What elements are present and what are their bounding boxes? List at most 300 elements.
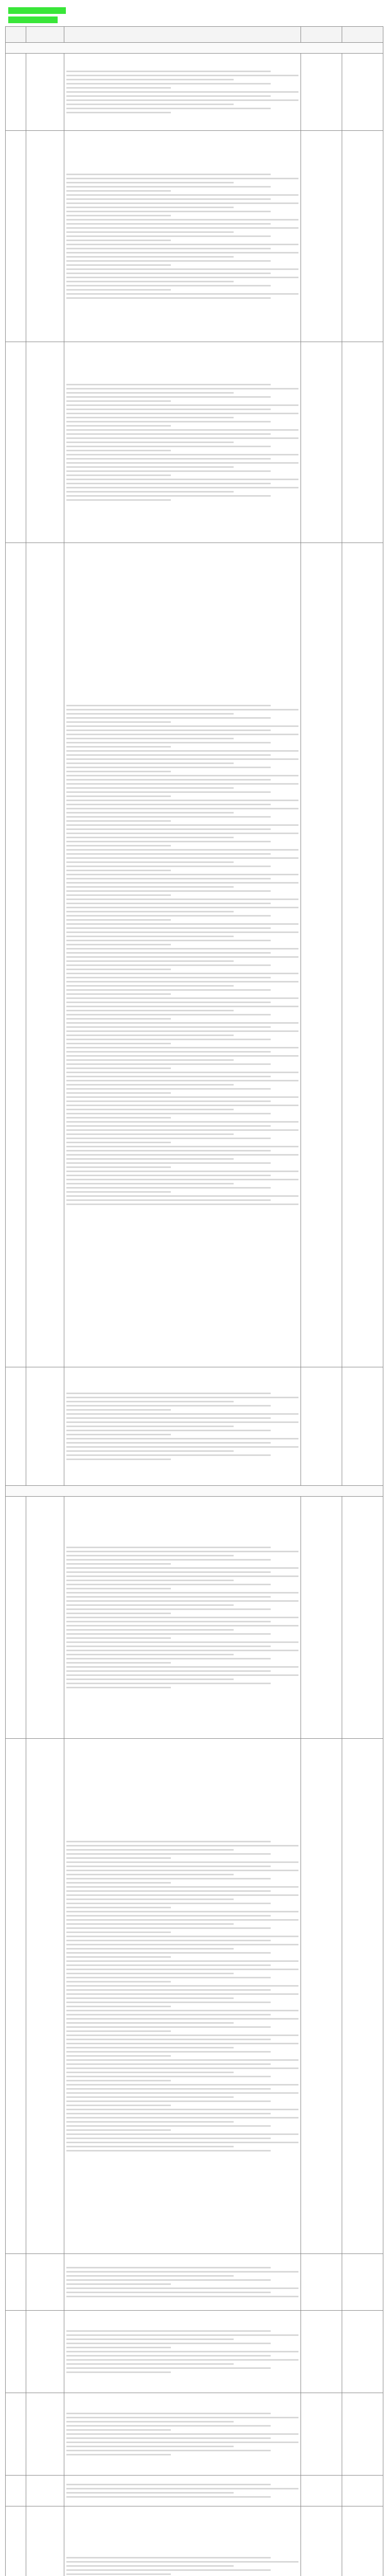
text-placeholder-line bbox=[66, 804, 271, 805]
text-placeholder-line bbox=[66, 2035, 298, 2036]
text-placeholder-line bbox=[66, 828, 271, 830]
item-spec bbox=[64, 2254, 301, 2311]
text-placeholder-line bbox=[66, 800, 298, 801]
text-placeholder-line bbox=[66, 1183, 234, 1184]
text-placeholder-line bbox=[66, 931, 298, 933]
text-placeholder-line bbox=[66, 2283, 171, 2285]
text-placeholder-line bbox=[66, 2076, 271, 2077]
text-placeholder-line bbox=[66, 981, 298, 982]
text-placeholder-line bbox=[66, 861, 234, 863]
item-spec bbox=[64, 2393, 301, 2476]
text-placeholder-line bbox=[66, 285, 271, 286]
text-placeholder-line bbox=[66, 837, 234, 838]
text-placeholder-line bbox=[66, 2351, 298, 2352]
text-placeholder-line bbox=[66, 1405, 271, 1406]
text-placeholder-line bbox=[66, 1948, 234, 1950]
text-placeholder-line bbox=[66, 1555, 234, 1556]
text-placeholder-line bbox=[66, 1063, 271, 1065]
text-placeholder-line bbox=[66, 2055, 171, 2057]
text-placeholder-line bbox=[66, 1039, 271, 1040]
text-placeholder-line bbox=[66, 812, 234, 814]
text-placeholder-line bbox=[66, 1857, 171, 1859]
text-placeholder-lines bbox=[66, 2413, 298, 2455]
text-placeholder-line bbox=[66, 474, 171, 476]
text-placeholder-line bbox=[66, 2492, 234, 2494]
text-placeholder-line bbox=[66, 87, 171, 89]
text-placeholder-line bbox=[66, 1584, 271, 1585]
text-placeholder-line bbox=[66, 1430, 271, 1431]
text-placeholder-line bbox=[66, 2334, 298, 2336]
text-placeholder-line bbox=[66, 2417, 298, 2418]
text-placeholder-line bbox=[66, 1853, 271, 1855]
text-placeholder-line bbox=[66, 442, 234, 443]
text-placeholder-line bbox=[66, 787, 234, 789]
text-placeholder-line bbox=[66, 112, 171, 113]
text-placeholder-line bbox=[66, 1969, 298, 1970]
text-placeholder-line bbox=[66, 1129, 298, 1131]
text-placeholder-line bbox=[66, 1204, 298, 1205]
item-spec bbox=[64, 2476, 301, 2506]
text-placeholder-line bbox=[66, 816, 271, 818]
text-placeholder-line bbox=[66, 1547, 271, 1548]
item-unit bbox=[301, 342, 342, 543]
text-placeholder-line bbox=[66, 1072, 298, 1073]
text-placeholder-line bbox=[66, 2125, 271, 2127]
item-name bbox=[26, 2254, 64, 2311]
text-placeholder-line bbox=[66, 2488, 298, 2489]
item-unit bbox=[301, 54, 342, 131]
text-placeholder-line bbox=[66, 1166, 171, 1168]
text-placeholder-line bbox=[66, 2287, 298, 2289]
text-placeholder-line bbox=[66, 1175, 271, 1176]
text-placeholder-line bbox=[66, 977, 271, 978]
text-placeholder-line bbox=[66, 1146, 298, 1147]
item-name bbox=[26, 342, 64, 543]
text-placeholder-line bbox=[66, 202, 298, 204]
item-quantity bbox=[342, 2506, 383, 2576]
item-name bbox=[26, 2393, 64, 2476]
row-number bbox=[6, 1367, 26, 1486]
text-placeholder-line bbox=[66, 1421, 298, 1423]
section-title bbox=[6, 43, 383, 54]
text-placeholder-line bbox=[66, 396, 271, 398]
text-placeholder-line bbox=[66, 882, 298, 884]
text-placeholder-line bbox=[66, 721, 171, 723]
text-placeholder-line bbox=[66, 1084, 234, 1086]
text-placeholder-line bbox=[66, 878, 271, 879]
text-placeholder-line bbox=[66, 1964, 271, 1966]
text-placeholder-line bbox=[66, 1133, 234, 1135]
text-placeholder-line bbox=[66, 1092, 171, 1094]
text-placeholder-line bbox=[66, 2059, 298, 2061]
text-placeholder-line bbox=[66, 969, 171, 970]
text-placeholder-line bbox=[66, 2413, 271, 2414]
text-placeholder-line bbox=[66, 388, 298, 389]
item-unit bbox=[301, 1367, 342, 1486]
text-placeholder-line bbox=[66, 1985, 298, 1987]
text-placeholder-line bbox=[66, 421, 271, 422]
text-placeholder-line bbox=[66, 104, 234, 105]
text-placeholder-line bbox=[66, 1088, 271, 1090]
row-number bbox=[6, 54, 26, 131]
text-placeholder-line bbox=[66, 1580, 234, 1581]
item-spec bbox=[64, 1739, 301, 2254]
text-placeholder-line bbox=[66, 2433, 298, 2435]
row-number bbox=[6, 131, 26, 342]
text-placeholder-line bbox=[66, 956, 298, 958]
text-placeholder-line bbox=[66, 446, 271, 447]
text-placeholder-line bbox=[66, 1641, 298, 1643]
text-placeholder-line bbox=[66, 409, 271, 410]
text-placeholder-line bbox=[66, 487, 298, 488]
text-placeholder-line bbox=[66, 1142, 171, 1143]
text-placeholder-line bbox=[66, 911, 234, 912]
text-placeholder-line bbox=[66, 1030, 298, 1032]
text-placeholder-line bbox=[66, 1841, 271, 1842]
text-placeholder-line bbox=[66, 252, 298, 253]
text-placeholder-line bbox=[66, 1162, 271, 1164]
text-placeholder-lines bbox=[66, 1841, 298, 2151]
text-placeholder-line bbox=[66, 83, 271, 84]
text-placeholder-line bbox=[66, 791, 271, 793]
text-placeholder-lines bbox=[66, 384, 298, 501]
text-placeholder-line bbox=[66, 1035, 234, 1036]
text-placeholder-line bbox=[66, 1571, 271, 1573]
text-placeholder-line bbox=[66, 985, 234, 987]
text-placeholder-line bbox=[66, 853, 271, 855]
text-placeholder-line bbox=[66, 256, 234, 258]
item-quantity bbox=[342, 342, 383, 543]
text-placeholder-line bbox=[66, 808, 298, 809]
text-placeholder-line bbox=[66, 1625, 298, 1626]
text-placeholder-line bbox=[66, 293, 298, 295]
text-placeholder-line bbox=[66, 907, 298, 908]
text-placeholder-line bbox=[66, 841, 271, 842]
text-placeholder-line bbox=[66, 2084, 298, 2086]
item-quantity bbox=[342, 54, 383, 131]
item-spec bbox=[64, 1367, 301, 1486]
text-placeholder-line bbox=[66, 1138, 271, 1139]
text-placeholder-line bbox=[66, 1629, 234, 1631]
text-placeholder-line bbox=[66, 795, 171, 797]
text-placeholder-line bbox=[66, 2569, 271, 2571]
item-quantity bbox=[342, 1497, 383, 1739]
text-placeholder-line bbox=[66, 466, 234, 468]
item-unit bbox=[301, 2311, 342, 2393]
text-placeholder-line bbox=[66, 1886, 298, 1888]
row-number bbox=[6, 2476, 26, 2506]
text-placeholder-line bbox=[66, 1633, 271, 1635]
text-placeholder-line bbox=[66, 1674, 298, 1676]
text-placeholder-line bbox=[66, 1567, 298, 1569]
item-name bbox=[26, 1739, 64, 2254]
text-placeholder-line bbox=[66, 1006, 298, 1007]
table-row bbox=[6, 2254, 383, 2311]
text-placeholder-line bbox=[66, 886, 234, 888]
text-placeholder-line bbox=[66, 923, 298, 925]
item-spec bbox=[64, 1497, 301, 1739]
item-quantity bbox=[342, 131, 383, 342]
row-number bbox=[6, 2393, 26, 2476]
item-unit bbox=[301, 2393, 342, 2476]
text-placeholder-line bbox=[66, 1446, 298, 1448]
text-placeholder-line bbox=[66, 944, 171, 945]
text-placeholder-line bbox=[66, 1952, 271, 1954]
text-placeholder-lines bbox=[66, 705, 298, 1205]
text-placeholder-line bbox=[66, 268, 298, 270]
text-placeholder-line bbox=[66, 2105, 171, 2106]
text-placeholder-line bbox=[66, 1450, 234, 1452]
text-placeholder-line bbox=[66, 997, 298, 999]
item-unit bbox=[301, 1497, 342, 1739]
text-placeholder-line bbox=[66, 1882, 171, 1884]
text-placeholder-line bbox=[66, 750, 298, 752]
text-placeholder-line bbox=[66, 1903, 271, 1904]
text-placeholder-line bbox=[66, 1010, 234, 1011]
column-header-qty bbox=[342, 27, 383, 43]
text-placeholder-line bbox=[66, 1026, 271, 1028]
text-placeholder-line bbox=[66, 2425, 271, 2427]
text-placeholder-line bbox=[66, 108, 271, 109]
text-placeholder-line bbox=[66, 940, 271, 941]
text-placeholder-line bbox=[66, 1637, 171, 1639]
column-header-spec bbox=[64, 27, 301, 43]
text-placeholder-line bbox=[66, 207, 234, 208]
text-placeholder-line bbox=[66, 771, 171, 772]
text-placeholder-line bbox=[66, 99, 298, 101]
text-placeholder-line bbox=[66, 1973, 234, 1974]
text-placeholder-line bbox=[66, 1878, 271, 1879]
item-quantity bbox=[342, 2476, 383, 2506]
row-number bbox=[6, 342, 26, 543]
row-number bbox=[6, 1739, 26, 2254]
text-placeholder-line bbox=[66, 2018, 298, 2020]
row-number bbox=[6, 2254, 26, 2311]
text-placeholder-line bbox=[66, 1683, 271, 1684]
text-placeholder-line bbox=[66, 2267, 271, 2268]
highlight-bar-1 bbox=[8, 7, 66, 14]
text-placeholder-line bbox=[66, 2022, 234, 2024]
text-placeholder-line bbox=[66, 1907, 171, 1908]
text-placeholder-line bbox=[66, 775, 298, 776]
text-placeholder-line bbox=[66, 754, 271, 756]
text-placeholder-line bbox=[66, 235, 271, 237]
item-name bbox=[26, 1367, 64, 1486]
text-placeholder-line bbox=[66, 2047, 234, 2048]
text-placeholder-line bbox=[66, 1047, 298, 1048]
text-placeholder-line bbox=[66, 2113, 271, 2114]
text-placeholder-line bbox=[66, 425, 171, 427]
text-placeholder-line bbox=[66, 1158, 234, 1160]
text-placeholder-line bbox=[66, 495, 271, 497]
text-placeholder-lines bbox=[66, 174, 298, 299]
text-placeholder-line bbox=[66, 2092, 298, 2094]
section-title bbox=[6, 1486, 383, 1497]
text-placeholder-line bbox=[66, 2006, 171, 2007]
text-placeholder-line bbox=[66, 1931, 171, 1933]
text-placeholder-line bbox=[66, 2043, 298, 2044]
text-placeholder-line bbox=[66, 1658, 271, 1659]
text-placeholder-line bbox=[66, 174, 271, 175]
text-placeholder-line bbox=[66, 1002, 271, 1003]
text-placeholder-line bbox=[66, 95, 271, 97]
text-placeholder-line bbox=[66, 470, 271, 472]
text-placeholder-line bbox=[66, 2117, 298, 2119]
text-placeholder-line bbox=[66, 227, 298, 229]
text-placeholder-line bbox=[66, 2442, 298, 2443]
text-placeholder-line bbox=[66, 2565, 234, 2567]
item-unit bbox=[301, 131, 342, 342]
text-placeholder-lines bbox=[66, 71, 298, 113]
text-placeholder-line bbox=[66, 857, 298, 859]
text-placeholder-line bbox=[66, 289, 171, 291]
text-placeholder-line bbox=[66, 1874, 234, 1875]
item-name bbox=[26, 2506, 64, 2576]
row-number bbox=[6, 2311, 26, 2393]
text-placeholder-line bbox=[66, 433, 271, 435]
text-placeholder-line bbox=[66, 1434, 171, 1435]
text-placeholder-line bbox=[66, 2133, 298, 2135]
text-placeholder-line bbox=[66, 2450, 271, 2451]
item-name bbox=[26, 54, 64, 131]
text-placeholder-line bbox=[66, 890, 271, 892]
text-placeholder-line bbox=[66, 903, 271, 904]
row-number bbox=[6, 1497, 26, 1739]
text-placeholder-line bbox=[66, 2355, 271, 2357]
text-placeholder-line bbox=[66, 1397, 298, 1398]
text-placeholder-line bbox=[66, 964, 271, 966]
item-unit bbox=[301, 2254, 342, 2311]
table-row bbox=[6, 2311, 383, 2393]
text-placeholder-line bbox=[66, 1195, 298, 1197]
text-placeholder-line bbox=[66, 709, 298, 710]
text-placeholder-line bbox=[66, 2421, 234, 2422]
text-placeholder-line bbox=[66, 2367, 271, 2369]
text-placeholder-line bbox=[66, 1559, 271, 1561]
text-placeholder-line bbox=[66, 404, 298, 406]
text-placeholder-line bbox=[66, 479, 298, 480]
row-number bbox=[6, 2506, 26, 2576]
text-placeholder-line bbox=[66, 1923, 234, 1925]
text-placeholder-line bbox=[66, 717, 271, 719]
text-placeholder-line bbox=[66, 277, 298, 278]
text-placeholder-line bbox=[66, 392, 234, 394]
table-row bbox=[6, 2506, 383, 2576]
text-placeholder-line bbox=[66, 936, 234, 937]
text-placeholder-line bbox=[66, 1866, 271, 1867]
text-placeholder-line bbox=[66, 79, 234, 80]
item-spec bbox=[64, 543, 301, 1367]
item-spec bbox=[64, 131, 301, 342]
item-quantity bbox=[342, 2311, 383, 2393]
text-placeholder-line bbox=[66, 1125, 271, 1127]
text-placeholder-line bbox=[66, 462, 298, 464]
table-row bbox=[6, 2476, 383, 2506]
text-placeholder-line bbox=[66, 2296, 298, 2297]
text-placeholder-line bbox=[66, 2496, 271, 2498]
text-placeholder-line bbox=[66, 2109, 298, 2110]
item-name bbox=[26, 1497, 64, 1739]
text-placeholder-line bbox=[66, 2429, 171, 2431]
text-placeholder-line bbox=[66, 1890, 271, 1892]
text-placeholder-line bbox=[66, 240, 171, 241]
text-placeholder-line bbox=[66, 91, 298, 93]
text-placeholder-line bbox=[66, 1915, 271, 1917]
text-placeholder-line bbox=[66, 1117, 171, 1118]
text-placeholder-line bbox=[66, 400, 171, 402]
text-placeholder-line bbox=[66, 820, 171, 822]
text-placeholder-lines bbox=[66, 2267, 298, 2297]
text-placeholder-line bbox=[66, 1413, 298, 1415]
text-placeholder-line bbox=[66, 75, 298, 76]
text-placeholder-line bbox=[66, 1575, 298, 1577]
text-placeholder-line bbox=[66, 2454, 171, 2455]
text-placeholder-line bbox=[66, 1199, 271, 1201]
text-placeholder-line bbox=[66, 1670, 271, 1672]
item-unit bbox=[301, 1739, 342, 2254]
text-placeholder-lines bbox=[66, 2330, 298, 2373]
text-placeholder-line bbox=[66, 1666, 298, 1668]
text-placeholder-line bbox=[66, 1018, 171, 1020]
text-placeholder-line bbox=[66, 1596, 271, 1598]
text-placeholder-line bbox=[66, 2072, 234, 2073]
column-header-unit bbox=[301, 27, 342, 43]
text-placeholder-line bbox=[66, 1438, 298, 1439]
text-placeholder-line bbox=[66, 1936, 298, 1937]
item-unit bbox=[301, 543, 342, 1367]
text-placeholder-line bbox=[66, 2080, 171, 2081]
row-number bbox=[6, 543, 26, 1367]
text-placeholder-line bbox=[66, 960, 234, 962]
text-placeholder-line bbox=[66, 1401, 234, 1402]
text-placeholder-line bbox=[66, 874, 298, 875]
text-placeholder-line bbox=[66, 1621, 271, 1622]
text-placeholder-line bbox=[66, 1927, 271, 1929]
text-placeholder-line bbox=[66, 833, 298, 834]
text-placeholder-line bbox=[66, 2446, 234, 2447]
text-placeholder-line bbox=[66, 231, 234, 233]
text-placeholder-line bbox=[66, 866, 271, 867]
text-placeholder-lines bbox=[66, 2557, 298, 2576]
text-placeholder-line bbox=[66, 1080, 298, 1081]
text-placeholder-line bbox=[66, 186, 271, 188]
text-placeholder-line bbox=[66, 454, 298, 455]
text-placeholder-line bbox=[66, 1944, 298, 1945]
text-placeholder-line bbox=[66, 248, 271, 249]
text-placeholder-line bbox=[66, 2561, 298, 2563]
text-placeholder-line bbox=[66, 1409, 171, 1411]
text-placeholder-line bbox=[66, 2371, 171, 2373]
table-body bbox=[6, 43, 383, 2576]
text-placeholder-line bbox=[66, 437, 298, 439]
text-placeholder-line bbox=[66, 264, 171, 266]
text-placeholder-line bbox=[66, 1911, 298, 1912]
item-name bbox=[26, 2476, 64, 2506]
text-placeholder-line bbox=[66, 725, 298, 727]
item-spec bbox=[64, 2506, 301, 2576]
text-placeholder-line bbox=[66, 762, 234, 764]
item-name bbox=[26, 2311, 64, 2393]
text-placeholder-line bbox=[66, 1096, 298, 1098]
item-quantity bbox=[342, 1367, 383, 1486]
text-placeholder-line bbox=[66, 1022, 298, 1024]
text-placeholder-line bbox=[66, 1100, 271, 1102]
text-placeholder-line bbox=[66, 1592, 298, 1594]
text-placeholder-line bbox=[66, 2484, 271, 2485]
text-placeholder-line bbox=[66, 491, 234, 493]
text-placeholder-line bbox=[66, 1154, 298, 1156]
text-placeholder-line bbox=[66, 1870, 298, 1871]
